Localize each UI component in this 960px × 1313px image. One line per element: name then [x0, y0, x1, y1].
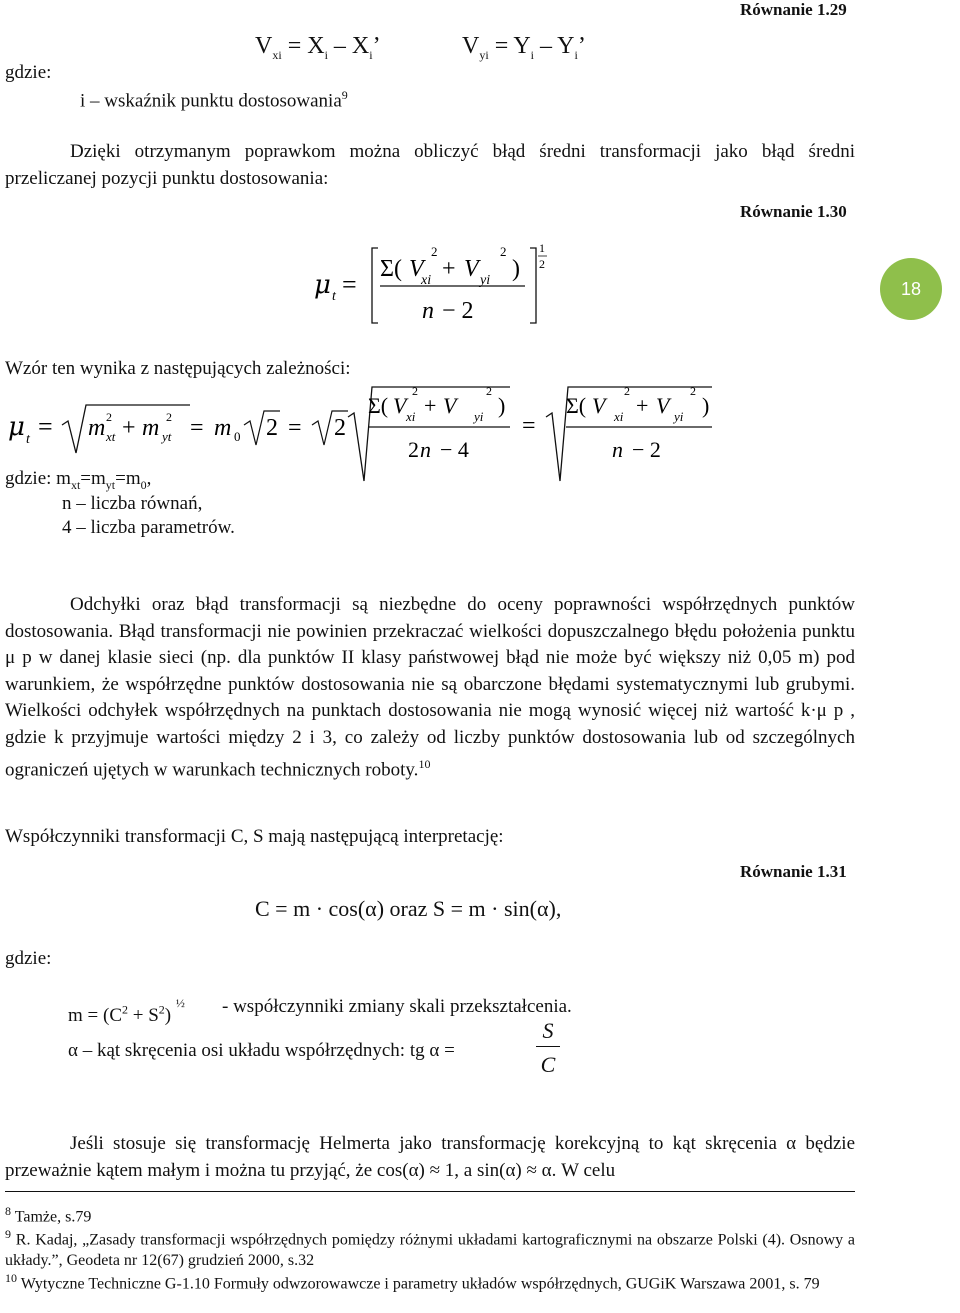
svg-text:V: V: [592, 393, 606, 418]
svg-text:t: t: [26, 432, 30, 447]
svg-text:xt: xt: [106, 429, 116, 444]
i-definition-text: i – wskaźnik punktu dostosowania: [80, 90, 342, 112]
n-definition: n – liczba równań,: [62, 493, 203, 514]
svg-text:0: 0: [234, 429, 241, 444]
svg-text:2: 2: [539, 257, 545, 271]
svg-text:=: =: [190, 415, 204, 441]
gdzie-label: gdzie:: [5, 62, 52, 83]
svg-text:− 4: − 4: [440, 437, 469, 462]
svg-text:2: 2: [408, 437, 419, 462]
svg-text:− 2: − 2: [632, 437, 661, 462]
svg-text:=: =: [38, 412, 53, 441]
svg-text:yi: yi: [474, 409, 484, 424]
param-definition: 4 – liczba parametrów.: [62, 517, 235, 538]
svg-text:2: 2: [106, 410, 112, 424]
svg-text:n: n: [420, 437, 431, 462]
equation-1-30: [300, 228, 570, 333]
svg-text:t: t: [332, 289, 336, 304]
wzor-intro: Wzór ten wynika z następujących zależności:: [5, 358, 351, 379]
svg-text:xi: xi: [421, 273, 432, 288]
svg-text:− 2: − 2: [442, 298, 474, 324]
paragraph-3-text: Jeśli stosuje się transformację Helmerta jako transformację korekcyjną to kąt skręcenia α będzie przeważnie kątem małym i można tu przyjąć, że cos(α) ≈ 1, a sin(α) ≈ α. W celu: [5, 1133, 855, 1181]
svg-text:V: V: [409, 256, 424, 282]
svg-text:2: 2: [500, 244, 507, 259]
svg-text:yt: yt: [162, 429, 172, 444]
svg-text:μ: μ: [314, 270, 331, 300]
svg-text:V: V: [656, 393, 670, 418]
alpha-fraction-den: C: [540, 1052, 556, 1077]
svg-text:1: 1: [539, 241, 545, 255]
paragraph-2: [5, 592, 855, 784]
alpha-fraction-bar: [536, 1046, 560, 1047]
gdzie-label-3: gdzie:: [5, 948, 52, 969]
footnote-10-num: 10: [5, 1271, 17, 1285]
svg-text:2: 2: [690, 384, 696, 398]
svg-text:xi: xi: [406, 409, 416, 424]
equation-label-1-30: Równanie 1.30: [740, 202, 847, 221]
footnote-8-num: 8: [5, 1204, 11, 1218]
vxi-formula: $V_{xi} = X_i - X_i$’: [255, 33, 381, 62]
footnote-8-text: Tamże, s.79: [14, 1208, 92, 1226]
svg-text:): ): [512, 256, 520, 282]
svg-text:2: 2: [266, 415, 278, 441]
svg-text:n: n: [422, 298, 434, 324]
svg-text:=: =: [522, 413, 536, 439]
svg-text:=: =: [342, 270, 357, 299]
footnote-ref-10: 10: [418, 757, 431, 771]
svg-text:+: +: [424, 393, 437, 418]
svg-text:+: +: [122, 415, 136, 441]
alpha-fraction-num: S: [542, 1018, 554, 1043]
alpha-definition: α – kąt skręcenia osi układu współrzędnych: tg α =: [68, 1040, 455, 1061]
svg-text:Σ(: Σ(: [566, 393, 587, 418]
footnote-9: [5, 1224, 855, 1271]
paragraph-1-text: Dzięki otrzymanym poprawkom można obliczyć błąd średni transformacji jako błąd średni przeliczanej pozycji punktu dostosowania:: [5, 141, 855, 189]
svg-text:n: n: [612, 437, 623, 462]
m-formula: $m = (C^2 + S^2)$ $^{\frac{1}{2}}$: [68, 996, 185, 1026]
svg-text:): ): [702, 393, 710, 418]
footnote-divider: [5, 1191, 855, 1192]
svg-text:2: 2: [486, 384, 492, 398]
svg-text:Σ(: Σ(: [380, 256, 402, 282]
i-definition: [80, 88, 348, 112]
svg-text:): ): [498, 393, 506, 418]
svg-text:μ: μ: [8, 412, 25, 442]
paragraph-3: [5, 1131, 855, 1184]
footnote-9-text: R. Kadaj, „Zasady transformacji współrzędnych pomiędzy różnymi układami kartograficznymi na obszarze Polski (4). Osnowy a układy.”, Geodeta nr 12(67) grudzień 2000, s.32: [5, 1231, 856, 1270]
footnote-10-text: Wytyczne Techniczne G-1.10 Formuły odwzorowawcze i parametry układów współrzędnych, GUGiK Warszawa 2001, s. 79: [20, 1275, 820, 1293]
paragraph-2-text: Odchyłki oraz błąd transformacji są niezbędne do oceny poprawności współrzędnych punktów dostosowania. Błąd transformacji nie powinien przekraczać wielkości dopuszczalnego błędu położenia punktu μ p w danej klasie sieci (np. dla punktów II klasy państwowej błąd nie może być większy niż 0,05 m) pod warunkiem, że współrzędne punktów dostosowania nie są obarczone błędami systematycznymi lub grubymi. Wielkości odchyłek współrzędnych na punktach dostosowania nie mogą wynosić więcej niż wartość k·μ p , gdzie k przyjmuje wartości między 2 i 3, co zależy od liczby punktów dostosowania lub od szczególnych ograniczeń ujętych w warunkach technicznych roboty.: [5, 594, 855, 781]
svg-text:2: 2: [412, 384, 418, 398]
paragraph-1: [5, 139, 855, 192]
svg-text:2: 2: [624, 384, 630, 398]
svg-text:m: m: [88, 415, 106, 441]
svg-text:Σ(: Σ(: [368, 393, 389, 418]
svg-text:yi: yi: [480, 273, 491, 288]
page-number-badge: 18: [880, 258, 942, 320]
footnote-9-num: 9: [5, 1227, 11, 1241]
svg-text:V: V: [443, 393, 457, 418]
footnote-10: [5, 1268, 855, 1294]
equation-label-1-29: Równanie 1.29: [740, 0, 847, 19]
svg-text:=: =: [288, 415, 302, 441]
footnote-ref-9: 9: [341, 88, 348, 102]
svg-text:xi: xi: [614, 409, 624, 424]
equation-label-1-31: Równanie 1.31: [740, 862, 847, 881]
svg-text:V: V: [464, 256, 479, 282]
m-description: - współczynniki zmiany skali przekształcenia.: [222, 996, 572, 1017]
svg-text:+: +: [636, 393, 649, 418]
svg-text:m: m: [214, 415, 232, 441]
equation-1-31: C = m · cos(α) oraz S = m · sin(α),: [255, 896, 562, 921]
vyi-formula: $V_{yi} = Y_i - Y_i$’: [462, 33, 586, 62]
svg-text:yi: yi: [674, 409, 684, 424]
wspolczynniki-intro: Współczynniki transformacji C, S mają następującą interpretację:: [5, 826, 504, 847]
svg-text:2: 2: [334, 415, 346, 441]
svg-text:2: 2: [431, 244, 438, 259]
svg-text:2: 2: [166, 410, 172, 424]
gdzie-m-definition: gdzie: $m_{xt}=m_{yt}=m_0$,: [5, 468, 152, 492]
svg-text:+: +: [442, 256, 456, 282]
svg-text:V: V: [393, 393, 407, 418]
svg-text:m: m: [142, 415, 160, 441]
